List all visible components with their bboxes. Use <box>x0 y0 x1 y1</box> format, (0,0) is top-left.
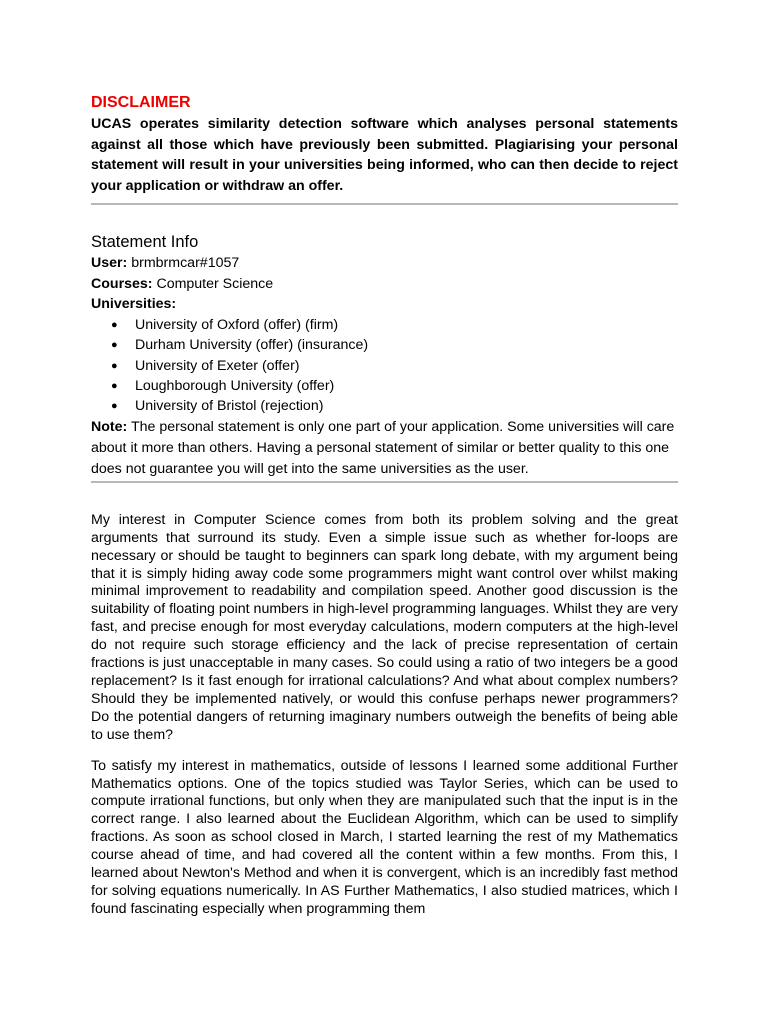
courses-label: Courses: <box>91 275 153 292</box>
universities-line <box>91 294 678 315</box>
university-name: University of Exeter (offer) <box>135 357 300 374</box>
personal-statement-body <box>91 512 678 919</box>
universities-label: Universities: <box>91 296 177 313</box>
statement-info-title: Statement Info <box>91 233 199 251</box>
bullet-icon: ● <box>111 400 118 413</box>
statement-info-section <box>91 232 678 483</box>
list-item <box>111 335 678 355</box>
university-name: Loughborough University (offer) <box>135 378 335 394</box>
bullet-icon: ● <box>111 380 118 392</box>
essay-paragraph: My interest in Computer Science comes from both its problem solving and the great arguments that surround its study. Even a simple issue such as whether for-loops are necessary or should be taught to beginners can spark long debate, with my argument being that it is simply hiding away code some programmers might want control over whilst making minimal improvement to readability and compilation speed. Another good discussion is the suitability of floating point numbers in high-level programming languages. Whilst they are very fast, and precise enough for most everyday calculations, modern computers at the high-level do not require such storage efficiency and the lack of precise representation of certain fractions is just unacceptable in many cases. So could using a ratio of two integers be a good replacement? Is it fast enough for irrational calculations? And what about complex numbers? Should they be implemented natively, or would this confuse perhaps newer programmers? Do the potential dangers of returning imaginary numbers outweigh the benefits of being able to use them? <box>91 511 678 743</box>
list-item <box>111 376 678 396</box>
user-value: brmbrmcar#1057 <box>127 255 240 271</box>
university-name: Durham University (offer) (insurance) <box>135 337 369 354</box>
courses-value: Computer Science <box>152 275 274 292</box>
bullet-icon: ● <box>111 339 118 352</box>
user-label: User: <box>91 255 128 271</box>
divider <box>91 203 678 205</box>
list-item <box>111 315 678 335</box>
divider <box>91 481 678 483</box>
list-item <box>111 356 678 376</box>
courses-line <box>91 274 678 295</box>
list-item <box>111 396 678 416</box>
user-line <box>91 253 678 274</box>
essay-paragraph: To satisfy my interest in mathematics, outside of lessons I learned some additional Further Mathematics options. One of the topics studied was Taylor Series, which can be used to compute irrational functions, but only when they are manipulated such that the input is in the correct range. I also learned about the Euclidean Algorithm, which can be used to simplify fractions. As soon as school closed in March, I started learning the rest of my Mathematics course ahead of time, and had covered all the content within a few months. From this, I learned about Newton's Method and when it is convergent, which is an incredibly fast method for solving equations numerically. In AS Further Mathematics, I also studied matrices, which I found fascinating especially when programming them <box>91 757 678 917</box>
university-name: University of Bristol (rejection) <box>135 398 324 415</box>
disclaimer-section <box>91 93 678 205</box>
disclaimer-title: DISCLAIMER <box>91 94 191 111</box>
note-label: Note: <box>91 418 128 435</box>
note-paragraph <box>91 417 678 480</box>
universities-list <box>91 315 678 417</box>
university-name: University of Oxford (offer) (firm) <box>135 316 339 333</box>
note-text: The personal statement is only one part of your application. Some universities will care about it more than others. Having a personal statement of similar or better quality to this one does not guarantee you will get into the same universities as the user. <box>91 418 675 477</box>
disclaimer-body: UCAS operates similarity detection software which analyses personal statements against all those which have previously been submitted. Plagiarising your personal statement will result in your universities being informed, who can then decide to reject your application or withdraw an offer. <box>91 116 678 194</box>
bullet-icon: ● <box>111 359 118 372</box>
bullet-icon: ● <box>111 318 118 331</box>
